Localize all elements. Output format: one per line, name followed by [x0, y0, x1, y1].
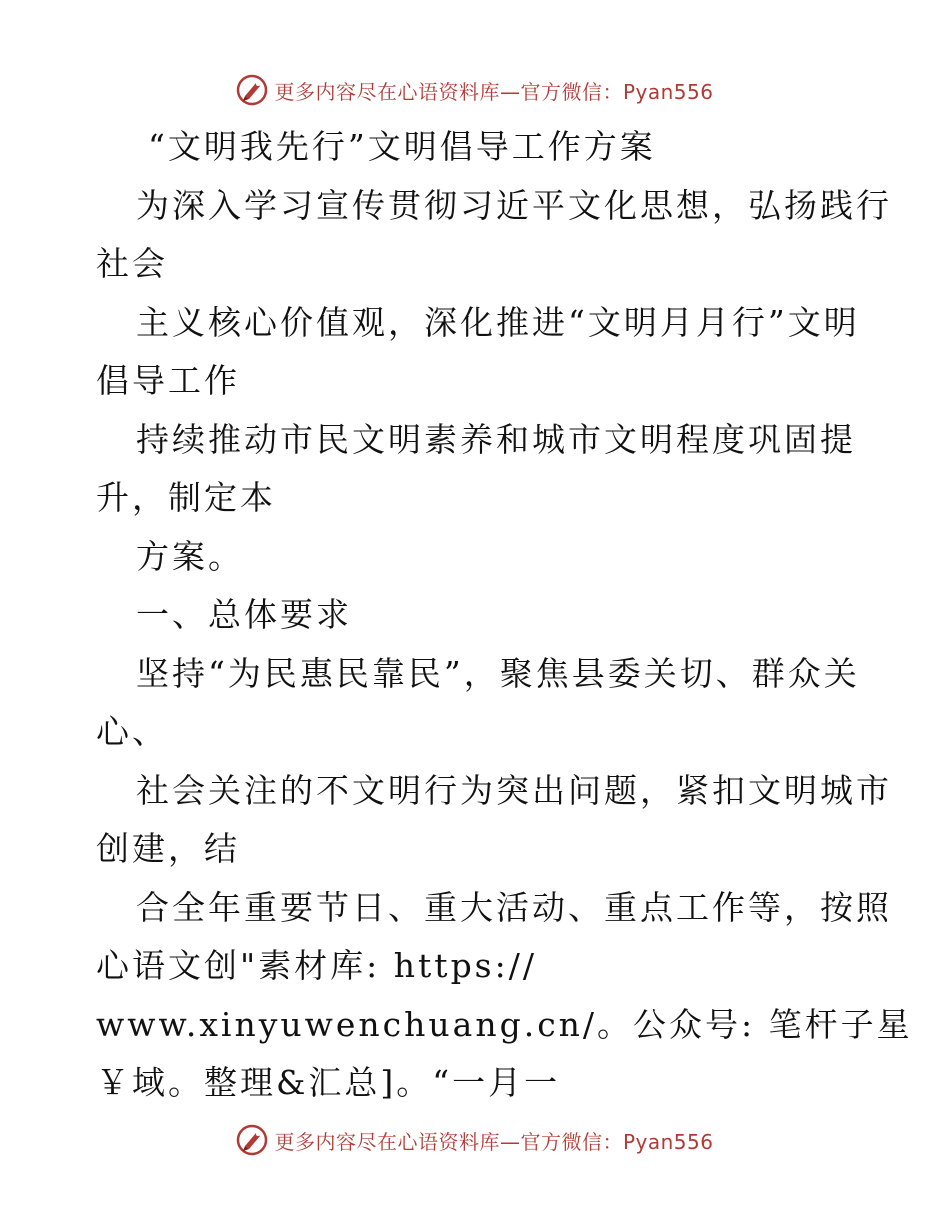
- section-heading: 一、总体要求: [136, 595, 352, 634]
- paragraph-line: 升，制定本: [96, 478, 276, 517]
- paragraph-line: 持续推动市民文明素养和城市文明程度巩固提: [136, 419, 856, 459]
- paragraph-line: 方案。: [136, 536, 244, 576]
- paragraph-line: 社会: [96, 244, 168, 283]
- paragraph-line: 合全年重要节日、重大活动、重点工作等，按照: [136, 887, 892, 927]
- paragraph-line: 社会关注的不文明行为突出问题，紧扣文明城市: [136, 770, 892, 810]
- footer-watermark-banner: [0, 1120, 950, 1160]
- paragraph-line: 坚持“为民惠民靠民”，聚焦县委关切、群众关: [136, 653, 860, 693]
- header-banner-text: 更多内容尽在心语资料库—官方微信：Pyan556: [274, 79, 714, 104]
- paragraph-line: 倡导工作: [96, 361, 240, 400]
- paragraph-line: 心语文创"素材库: https://: [96, 946, 537, 985]
- pen-logo-icon: [236, 1124, 268, 1156]
- pen-logo-icon: [236, 74, 268, 106]
- paragraph-line: 为深入学习宣传贯彻习近平文化思想，弘扬践行: [136, 185, 892, 225]
- header-watermark-banner: [0, 70, 950, 110]
- paragraph-line: ￥域。整理&汇总]。“一月一: [96, 1063, 561, 1102]
- paragraph-line: 心、: [96, 712, 168, 751]
- paragraph-line: 主义核心价值观，深化推进“文明月月行”文明: [136, 302, 860, 342]
- document-body: [96, 118, 913, 1113]
- paragraph-line: 创建，结: [96, 829, 240, 868]
- paragraph-line: www.xinyuwenchuang.cn/。公众号: 笔杆子星: [96, 1004, 913, 1044]
- footer-banner-text: 更多内容尽在心语资料库—官方微信：Pyan556: [274, 1129, 714, 1154]
- document-title: “文明我先行”文明倡导工作方案: [148, 127, 656, 166]
